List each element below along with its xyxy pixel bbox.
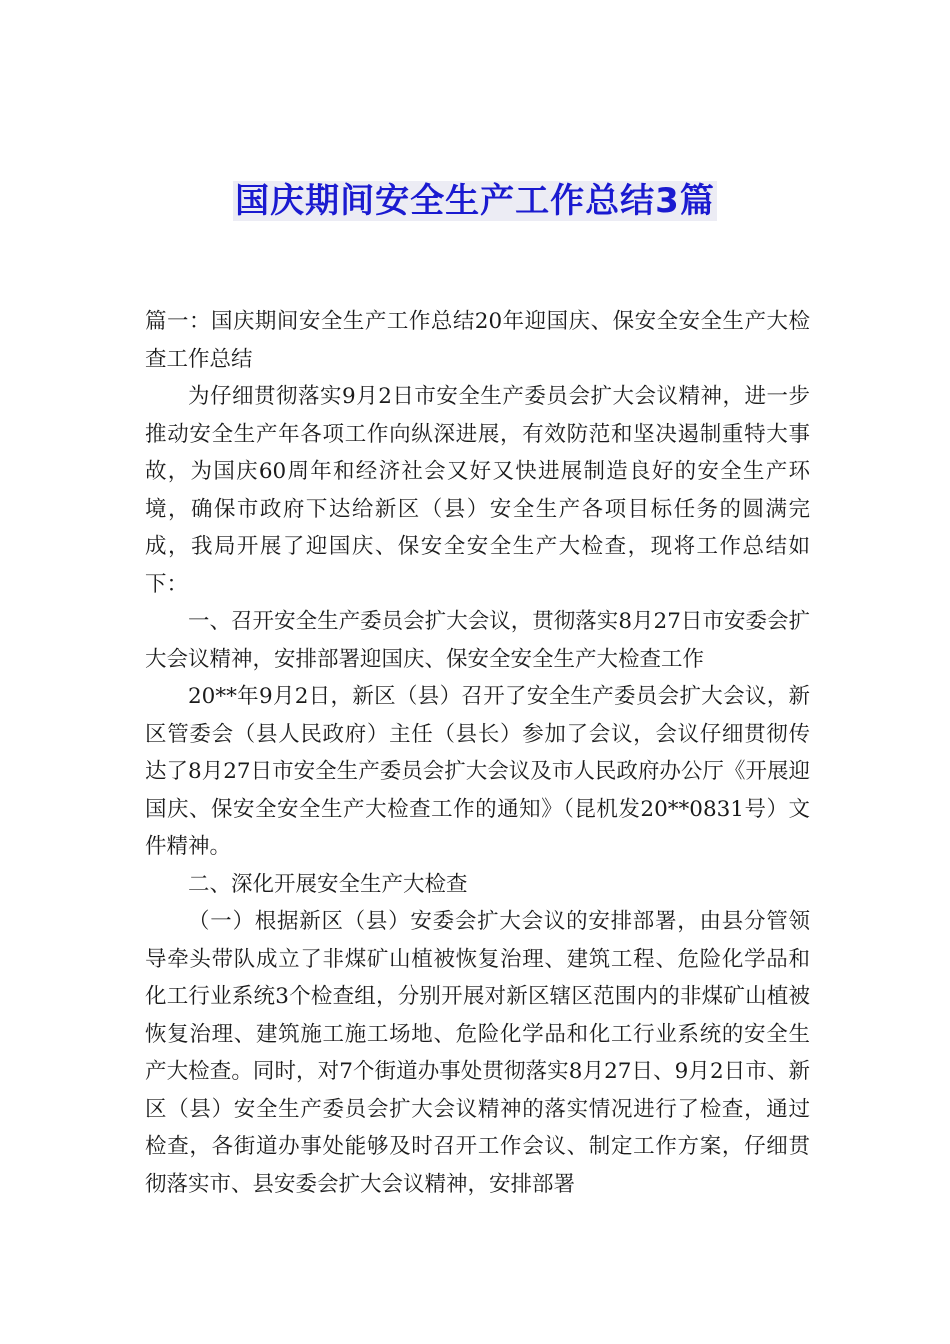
document-title xyxy=(0,176,950,226)
paragraph: 一、召开安全生产委员会扩大会议，贯彻落实8月27日市安委会扩大会议精神，安排部署迎国庆、保安全安全生产大检查工作 xyxy=(145,609,810,672)
section-heading: 二、深化开展安全生产大检查 xyxy=(188,871,468,897)
paragraph: 20**年9月2日，新区（县）召开了安全生产委员会扩大会议，新区管委会（县人民政府）主任（县长）参加了会议，会议仔细贯彻传达了8月27日市安全生产委员会扩大会议及市人民政府办公厅《开展迎国庆、保安全安全生产大检查工作的通知》（昆机发20**0831号）文件精神。 xyxy=(145,684,810,859)
paragraph: （一）根据新区（县）安委会扩大会议的安排部署，由县分管领导牵头带队成立了非煤矿山植被恢复治理、建筑工程、危险化学品和化工行业系统3个检查组，分别开展对新区辖区范围内的非煤矿山植被恢复治理、建筑施工施工场地、危险化学品和化工行业系统的安全生产大检查。同时，对7个街道办事处贯彻落实8月27日、9月2日市、新区（县）安全生产委员会扩大会议精神的落实情况进行了检查，通过检查，各街道办事处能够及时召开工作会议、制定工作方案，仔细贯彻落实市、县安委会扩大会议精神，安排部署 xyxy=(145,909,810,1197)
document-body xyxy=(145,303,810,1203)
document-title-text: 国庆期间安全生产工作总结3篇 xyxy=(235,181,715,221)
paragraph: 为仔细贯彻落实9月2日市安全生产委员会扩大会议精神，进一步推动安全生产年各项工作向纵深进展，有效防范和坚决遏制重特大事故，为国庆60周年和经济社会又好又快进展制造良好的安全生产环境，确保市政府下达给新区（县）安全生产各项目标任务的圆满完成，我局开展了迎国庆、保安全安全生产大检查，现将工作总结如下： xyxy=(145,384,810,597)
paragraph-heading: 篇一：国庆期间安全生产工作总结20年迎国庆、保安全安全生产大检查工作总结 xyxy=(145,309,810,372)
